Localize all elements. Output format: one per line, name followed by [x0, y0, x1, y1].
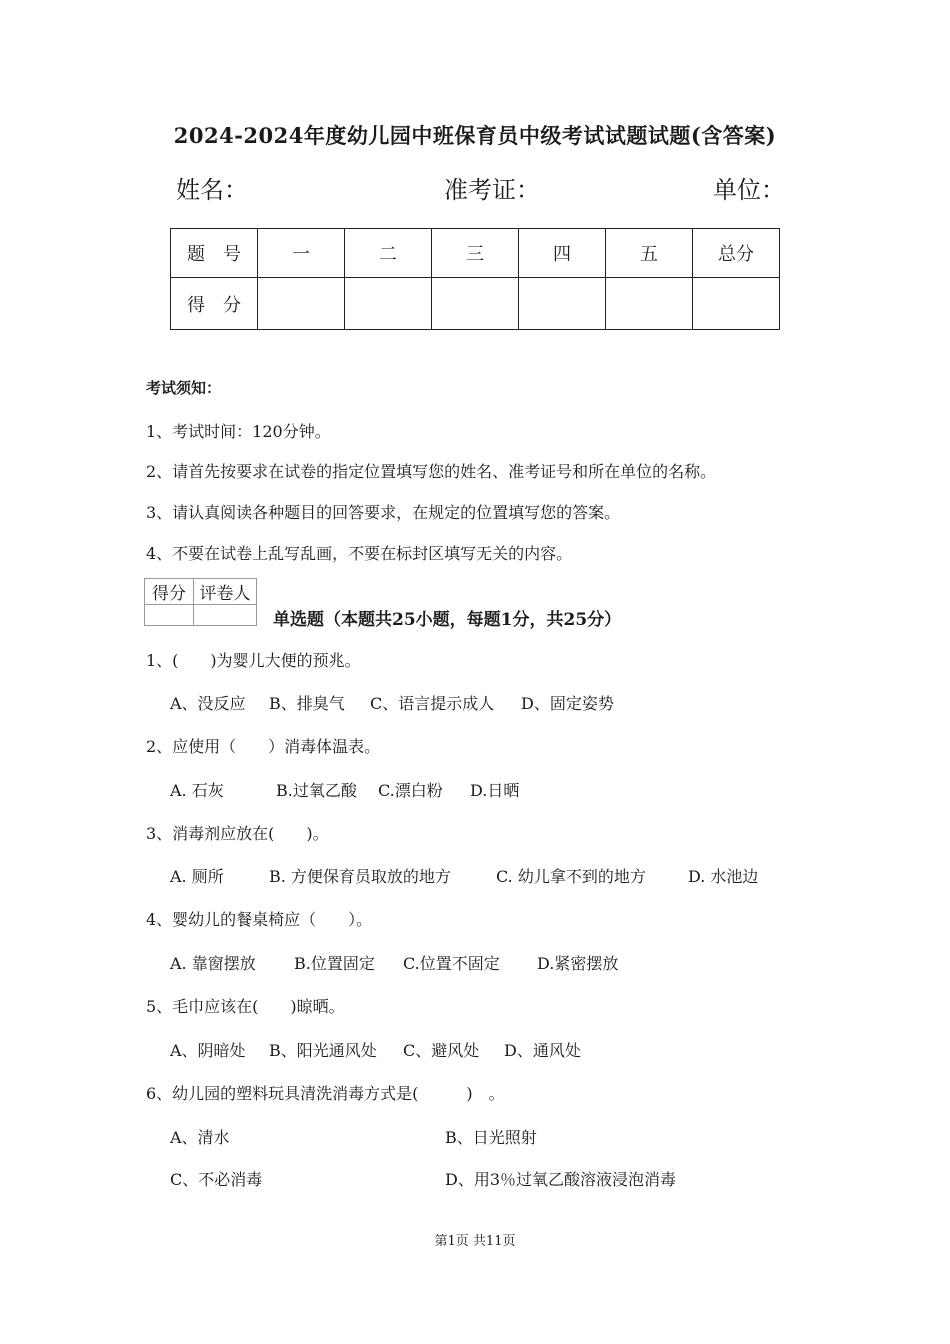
score-cell[interactable] [345, 278, 432, 330]
question-option: D. 水池边 [688, 867, 759, 886]
question-option: A. 靠窗摆放 [170, 954, 256, 973]
score-cell[interactable] [606, 278, 693, 330]
question-option: D.日晒 [470, 781, 520, 800]
score-table-header-cell: 二 [345, 229, 432, 278]
question-option: C、避风处 [403, 1041, 480, 1060]
section-title: 单选题（本题共25小题，每题1分，共25分） [273, 610, 622, 630]
score-table-header-cell: 总分 [693, 229, 780, 278]
question-option: B、日光照射 [445, 1128, 537, 1147]
question-option: B、阳光通风处 [269, 1041, 377, 1060]
question-option: A、没反应 [170, 694, 246, 713]
question-option: D、固定姿势 [521, 694, 614, 713]
page-footer: 第1页 共11页 [434, 1234, 516, 1249]
score-table-header-cell: 五 [606, 229, 693, 278]
question-option: D、用3％过氧乙酸溶液浸泡消毒 [445, 1170, 677, 1189]
score-table-score-row [171, 278, 780, 330]
question-option: C.漂白粉 [378, 781, 443, 800]
question-option: A. 石灰 [170, 781, 224, 800]
question-option: C、语言提示成人 [370, 694, 495, 713]
name-field-label: 姓名： [176, 176, 248, 204]
score-cell[interactable] [693, 278, 780, 330]
question-option: A、清水 [170, 1128, 230, 1147]
grader-score-label: 得分 [145, 579, 194, 605]
question-option: C、不必消毒 [170, 1170, 263, 1189]
question-option: B.过氧乙酸 [276, 781, 357, 800]
document-title: 2024-2024年度幼儿园中班保育员中级考试试题试题(含答案) [173, 123, 777, 148]
notice-item: 4、不要在试卷上乱写乱画，不要在标封区填写无关的内容。 [146, 544, 573, 563]
question-stem: 6、幼儿园的塑料玩具清洗消毒方式是( ) 。 [146, 1084, 505, 1103]
notice-heading: 考试须知： [146, 379, 222, 397]
question-option: B、排臭气 [269, 694, 345, 713]
score-table-header-cell: 四 [519, 229, 606, 278]
unit-field-label: 单位： [713, 176, 785, 204]
exam-id-field-label: 准考证： [444, 176, 540, 204]
score-table [170, 228, 780, 330]
question-option: D、通风处 [504, 1041, 581, 1060]
question-option: D.紧密摆放 [537, 954, 619, 973]
question-stem: 5、毛巾应该在( )晾晒。 [146, 997, 345, 1016]
score-table-header-cell: 三 [432, 229, 519, 278]
question-option: B.位置固定 [294, 954, 375, 973]
score-table-header-row [171, 229, 780, 278]
question-option: A. 厕所 [170, 867, 224, 886]
question-option: C.位置不固定 [403, 954, 500, 973]
question-stem: 3、消毒剂应放在( )。 [146, 824, 329, 843]
score-table-header-cell: 一 [258, 229, 345, 278]
notice-item: 1、考试时间：120分钟。 [146, 422, 331, 441]
notice-item: 3、请认真阅读各种题目的回答要求，在规定的位置填写您的答案。 [146, 503, 621, 522]
score-cell[interactable] [258, 278, 345, 330]
grader-box [144, 578, 257, 626]
candidate-info-fields [176, 170, 785, 204]
score-row-label: 得 分 [171, 278, 258, 330]
question-option: A、阴暗处 [170, 1041, 246, 1060]
score-cell[interactable] [519, 278, 606, 330]
notice-item: 2、请首先按要求在试卷的指定位置填写您的姓名、准考证号和所在单位的名称。 [146, 462, 717, 481]
score-table-header-cell: 题 号 [171, 229, 258, 278]
question-stem: 4、婴幼儿的餐桌椅应（ ）。 [146, 910, 373, 929]
question-stem: 1、( )为婴儿大便的预兆。 [146, 651, 361, 670]
grader-reviewer-label: 评卷人 [194, 579, 257, 605]
score-cell[interactable] [432, 278, 519, 330]
grader-score-cell[interactable] [145, 605, 194, 626]
grader-reviewer-cell[interactable] [194, 605, 257, 626]
question-option: C. 幼儿拿不到的地方 [496, 867, 646, 886]
question-option: B. 方便保育员取放的地方 [269, 867, 451, 886]
question-stem: 2、应使用（ ）消毒体温表。 [146, 737, 381, 756]
